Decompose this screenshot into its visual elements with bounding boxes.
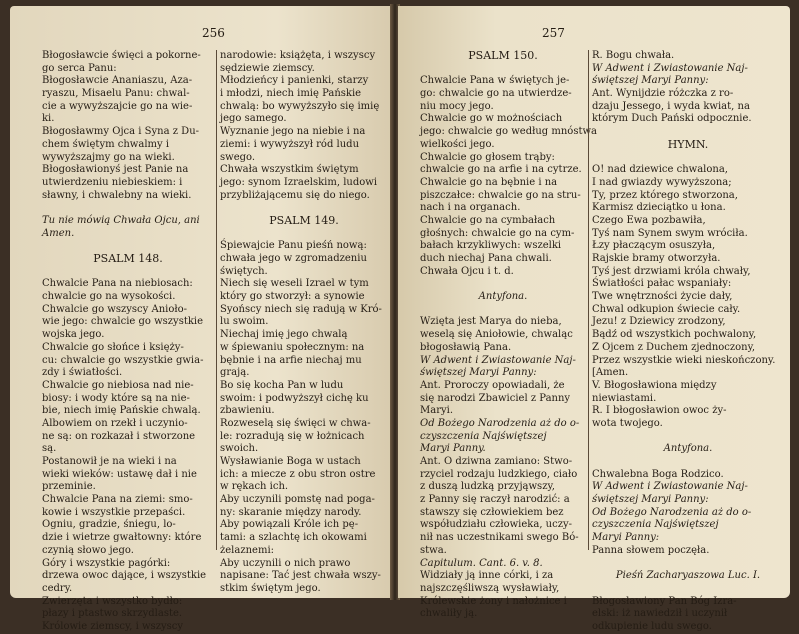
text-line bbox=[592, 126, 784, 139]
text-line: Antyfona. bbox=[663, 443, 713, 455]
text-line: Chwalcie go na bębnie i na bbox=[420, 176, 558, 188]
text-line: Capitulum. Cant. 6. v. 8. bbox=[420, 557, 543, 569]
text-line: Rozweselą się święci w chwa- bbox=[220, 417, 371, 429]
text-line: Aby powiązali Króle ich pę- bbox=[220, 519, 359, 531]
text-line: ki. bbox=[42, 113, 55, 125]
text-line: Karmisz dzieciątko u łona. bbox=[592, 202, 726, 214]
text-line: Aby uczynili pomstę nad poga- bbox=[220, 494, 375, 506]
text-line: świętszej Maryi Panny: bbox=[592, 75, 709, 87]
text-line: Królowie ziemscy, i wszyscy bbox=[42, 620, 183, 632]
text-line: Chwała Ojcu i t. d. bbox=[420, 265, 514, 277]
text-line: Góry i wszystkie pagórki: bbox=[42, 557, 171, 569]
text-line: Maryi Panny. bbox=[420, 443, 486, 455]
text-column bbox=[42, 50, 214, 634]
text-line: chem świętym chwalmy i bbox=[42, 138, 170, 150]
text-line: chwalą: bo wywyższyło się imię bbox=[220, 100, 380, 112]
page-number: 256 bbox=[202, 26, 225, 40]
text-line: chwała jego w zgromadzeniu bbox=[220, 253, 367, 264]
text-line: współudziału człowieka, uczy- bbox=[420, 519, 573, 531]
text-line: Panna słowem poczęła. bbox=[592, 544, 710, 556]
text-line: Ogniu, gradzie, śniegu, lo- bbox=[42, 519, 176, 531]
text-line: Błogosławiony Pan Bóg Izra- bbox=[592, 595, 737, 607]
text-line: drzewa owoc dające, i wszystkie bbox=[42, 570, 207, 582]
text-line: świętszej Maryi Panny: bbox=[592, 494, 709, 506]
text-line: zdy i światłości. bbox=[42, 367, 123, 379]
text-line: z Panny się raczył narodzić: a bbox=[420, 494, 570, 506]
text-line: Chwalcie go wszyscy Anioło- bbox=[42, 303, 187, 315]
text-line: go serca Panu: bbox=[42, 62, 117, 74]
text-line: Ty, przez którego stworzona, bbox=[592, 189, 738, 201]
text-line: Wysławianie Boga w ustach bbox=[220, 456, 361, 467]
text-line: Maryi Panny: bbox=[592, 532, 660, 544]
text-line: bie, niech imię Pańskie chwalą. bbox=[42, 405, 201, 417]
text-line: Czego Ewa pozbawiła, bbox=[592, 214, 706, 226]
text-line: Tyś jest drzwiami króla chwały, bbox=[592, 265, 751, 277]
text-line: ryaszu, Misaelu Panu: chwal- bbox=[42, 88, 190, 100]
text-column bbox=[420, 49, 598, 621]
text-line: wywyższajmy go na wieki. bbox=[42, 151, 175, 163]
text-line bbox=[420, 63, 586, 76]
text-line: weselą się Aniołowie, chwaląc bbox=[420, 329, 573, 341]
text-line: dzaju Jessego, i wyda kwiat, na bbox=[592, 100, 750, 112]
text-line: Chwała wszystkim świętym bbox=[220, 164, 359, 176]
text-line bbox=[592, 152, 784, 165]
text-line: Rajskie bramy otworzyła. bbox=[592, 253, 721, 264]
text-line: Widziały ją inne córki, i za bbox=[420, 570, 554, 582]
text-line bbox=[592, 583, 784, 596]
text-line: wojska jego. bbox=[42, 329, 105, 341]
text-line: ne są: on rozkazał i stworzone bbox=[42, 430, 196, 442]
text-line: Chwalcie go niebiosa nad nie- bbox=[42, 379, 194, 391]
text-line bbox=[592, 431, 784, 444]
right-page bbox=[398, 6, 790, 632]
left-page bbox=[10, 6, 392, 632]
text-line: Od Bożego Narodzenia aż do o- bbox=[592, 506, 752, 518]
text-line: Chwal odkupion świecie cały. bbox=[592, 303, 741, 315]
text-line: Niechaj imię jego chwalą bbox=[220, 329, 348, 341]
text-column bbox=[220, 50, 388, 596]
text-line: Z Ojcem z Duchem zjednoczony, bbox=[592, 341, 756, 353]
text-line: Amen. bbox=[42, 227, 75, 239]
text-line: jego: synom Izraelskim, ludowi bbox=[220, 176, 378, 188]
text-line: bębnie i na arfie niechaj mu bbox=[220, 354, 362, 366]
text-line: Śpiewajcie Panu pieśń nową: bbox=[220, 240, 367, 252]
text-line: Wyznanie jego na niebie i na bbox=[220, 126, 366, 138]
text-line: Albowiem on rzekł i uczynio- bbox=[42, 417, 188, 429]
text-line: Tu nie mówią Chwała Ojcu, ani bbox=[42, 214, 200, 226]
text-line: V. Błogosławiona między bbox=[592, 379, 717, 391]
text-line: duch niechaj Pana chwali. bbox=[420, 253, 552, 264]
text-line: wielkości jego. bbox=[420, 138, 495, 150]
text-line: Niech się weseli Izrael w tym bbox=[220, 278, 369, 290]
text-line: W Adwent i Zwiastowanie Naj- bbox=[592, 62, 748, 74]
text-line: biosy: i wody które są na nie- bbox=[42, 392, 190, 404]
text-line: nach i na organach. bbox=[420, 202, 521, 214]
text-line: stkim świętym jego. bbox=[220, 582, 321, 594]
text-line: w śpiewaniu społecznym: na bbox=[220, 341, 365, 353]
text-line: przybliżającemu się do niego. bbox=[220, 189, 370, 201]
text-line: płazy i ptastwo skrzydlaste. bbox=[42, 608, 183, 620]
text-line: Chwalcie Pana na ziemi: smo- bbox=[42, 494, 193, 506]
text-line bbox=[420, 304, 586, 317]
text-line: swoich. bbox=[220, 443, 259, 455]
text-line: są. bbox=[42, 443, 57, 455]
text-line: Twe wnętrzności życie dały, bbox=[592, 291, 733, 303]
text-line: grają. bbox=[220, 367, 250, 379]
text-line: nił nas uczestnikami swego Bó- bbox=[420, 532, 579, 544]
text-line: cie a wywyższajcie go na wie- bbox=[42, 100, 193, 112]
text-line: świętszej Maryi Panny: bbox=[420, 367, 537, 379]
text-line: kowie i wszystkie przepaści. bbox=[42, 506, 186, 518]
text-line: się narodzi Zbawiciel z Panny bbox=[420, 392, 571, 404]
text-line: którym Duch Pański odpocznie. bbox=[592, 113, 752, 125]
text-line: i młodzi, niech imię Pańskie bbox=[220, 88, 362, 100]
text-line: Chwalebna Boga Rodzico. bbox=[592, 468, 724, 480]
text-line: Aby uczynili o nich prawo bbox=[220, 557, 351, 569]
text-line: O! nad dziewice chwalona, bbox=[592, 164, 728, 176]
text-line: W Adwent i Zwiastowanie Naj- bbox=[420, 354, 576, 366]
text-line: ich: a miecze z obu stron ostre bbox=[220, 468, 376, 480]
text-line: Chwalcie go głosem trąby: bbox=[420, 151, 555, 163]
text-line: R. Bogu chwała. bbox=[592, 50, 675, 61]
text-line: bałach krzykliwych: wszelki bbox=[420, 240, 562, 252]
text-line: czynią słowo jego. bbox=[42, 544, 134, 556]
text-line: Chwalcie Pana na niebiosach: bbox=[42, 278, 193, 290]
text-line: wota twojego. bbox=[592, 417, 663, 429]
text-line: Pieśń Zacharyaszowa Luc. I. bbox=[615, 570, 761, 582]
text-line: I nad gwiazdy wywyższona; bbox=[592, 176, 732, 188]
text-line: Ant. Wynijdzie różczka z ro- bbox=[592, 88, 734, 100]
text-line: jego: chwalcie go według mnóstwa bbox=[420, 126, 598, 138]
text-line: sędziewie ziemscy. bbox=[220, 62, 315, 74]
text-line: R. I błogosławion owoc ży- bbox=[592, 405, 727, 417]
text-line: przeminie. bbox=[42, 481, 96, 493]
text-line bbox=[592, 456, 784, 469]
text-line: sławny, i chwalebny na wieki. bbox=[42, 189, 192, 201]
text-line: stawszy się człowiekiem bez bbox=[420, 506, 564, 518]
text-line: narodowie: książęta, i wszyscy bbox=[220, 50, 376, 61]
text-line: cedry. bbox=[42, 582, 73, 594]
text-line: wieki wieków: ustawę dał i nie bbox=[42, 468, 197, 480]
text-line: jego samego. bbox=[220, 113, 287, 125]
text-line: Bądź od wszystkich pochwalony, bbox=[592, 329, 757, 341]
text-line: swego. bbox=[220, 151, 256, 163]
text-line: Maryi. bbox=[420, 405, 454, 417]
text-line: odkupienie ludu swego. bbox=[592, 620, 712, 632]
text-line: Od Bożego Narodzenia aż do o- bbox=[420, 417, 580, 429]
text-line: Przez wszystkie wieki nieskończony. bbox=[592, 354, 776, 366]
text-line: Błogosławmy Ojca i Syna z Du- bbox=[42, 126, 200, 138]
text-line: ny: skaranie między narody. bbox=[220, 506, 362, 518]
text-column bbox=[592, 50, 784, 634]
text-line: napisane: Tać jest chwała wszy- bbox=[220, 570, 381, 582]
text-line: chwalcie go na wysokości. bbox=[42, 291, 176, 303]
text-line: świętych. bbox=[220, 265, 268, 277]
text-line: HYMN. bbox=[667, 137, 709, 151]
text-line: Jezu! z Dziewicy zrodzony, bbox=[592, 316, 726, 328]
text-line: W Adwent i Zwiastowanie Naj- bbox=[592, 481, 748, 493]
text-line: Królewskie żony i nałożnice i bbox=[420, 595, 567, 607]
text-line: niu mocy jego. bbox=[420, 100, 494, 112]
text-line bbox=[42, 202, 214, 215]
text-line: Błogosławcie Ananiaszu, Aza- bbox=[42, 75, 193, 87]
text-line: najszczęśliwszą wysławiały, bbox=[420, 582, 560, 594]
text-line: le: rozradują się w łożnicach bbox=[220, 430, 365, 442]
text-line: PSALM 148. bbox=[93, 252, 163, 265]
text-line: Syońscy niech się radują w Kró- bbox=[220, 303, 382, 315]
text-line: dzie i wietrze gwałtowny: które bbox=[42, 532, 202, 544]
text-line: swoim: i podwyższył cichę ku bbox=[220, 392, 369, 404]
text-line: rzyciel rodzaju ludzkiego, ciało bbox=[420, 468, 578, 480]
text-line bbox=[592, 558, 784, 571]
text-line: Błogosławionyś jest Panie na bbox=[42, 164, 189, 176]
text-line: Młodzieńcy i panienki, starzy bbox=[220, 75, 369, 87]
text-line: chwalcie go na arfie i na cytrze. bbox=[420, 164, 582, 176]
text-line: Postanowił je na wieki i na bbox=[42, 456, 177, 467]
text-line: [Amen. bbox=[592, 367, 629, 379]
column-rule bbox=[588, 50, 589, 550]
text-line: zbawieniu. bbox=[220, 405, 275, 417]
text-line: Ant. O dziwna zamiano: Stwo- bbox=[420, 456, 573, 467]
text-line: stwa. bbox=[420, 544, 447, 556]
text-line: Błogosławcie święci a pokorne- bbox=[42, 50, 201, 61]
text-line: błogosławią Pana. bbox=[420, 341, 512, 353]
text-line: Wzięta jest Marya do nieba, bbox=[420, 316, 562, 328]
text-line: elski: iż nawiedził i uczynił bbox=[592, 608, 728, 620]
text-line: Chwalcie go słońce i księży- bbox=[42, 341, 184, 353]
text-line bbox=[420, 278, 586, 291]
text-line: Ant. Proroczy opowiadali, że bbox=[420, 379, 565, 391]
text-line: który go stworzył: a synowie bbox=[220, 291, 365, 303]
text-line: Chwalcie go na cymbałach bbox=[420, 214, 556, 226]
text-line: cu: chwalcie go wszystkie gwia- bbox=[42, 354, 204, 366]
text-line: czyszczenia Najświętszej bbox=[420, 430, 547, 442]
text-line bbox=[220, 228, 388, 241]
text-line: czyszczenia Najświętszej bbox=[592, 519, 719, 531]
text-line: chwaliły ją. bbox=[420, 608, 478, 620]
text-line: PSALM 149. bbox=[269, 213, 339, 227]
text-line: go: chwalcie go na utwierdze- bbox=[420, 88, 572, 100]
text-line: tami: a szlachtę ich okowami bbox=[220, 532, 367, 544]
text-line: głośnych: chwalcie go na cym- bbox=[420, 227, 575, 239]
text-line: Chwalcie go w możnościach bbox=[420, 113, 563, 125]
text-line: piszczałce: chwalcie go na stru- bbox=[420, 189, 581, 201]
text-line: ziemi: i wywyższył ród ludu bbox=[220, 138, 360, 150]
text-line: w rękach ich. bbox=[220, 481, 289, 493]
text-line: Światłości pałac wspaniały: bbox=[592, 278, 732, 290]
text-line: Chwalcie Pana w świętych je- bbox=[420, 75, 570, 87]
column-rule bbox=[216, 50, 217, 550]
text-line: Zwierzęta i wszystko bydło: bbox=[42, 595, 183, 607]
text-line: wie jego: chwalcie go wszystkie bbox=[42, 316, 204, 328]
text-line: z duszą ludzką przyjąwszy, bbox=[420, 481, 555, 493]
text-line: niewiastami. bbox=[592, 392, 657, 404]
text-line: Antyfona. bbox=[478, 291, 528, 303]
text-line bbox=[42, 266, 214, 279]
text-line: Łzy płaczącym osuszyła, bbox=[592, 240, 716, 252]
text-line: żelaznemi: bbox=[220, 544, 275, 556]
text-line: lu swoim. bbox=[220, 316, 269, 328]
page-number: 257 bbox=[542, 26, 565, 40]
text-line: utwierdzeniu niebieskiem: i bbox=[42, 176, 183, 188]
text-line: Tyś nam Synem swym wróciła. bbox=[592, 227, 748, 239]
text-line: Bo się kocha Pan w ludu bbox=[220, 379, 344, 391]
text-line: PSALM 150. bbox=[468, 49, 538, 62]
